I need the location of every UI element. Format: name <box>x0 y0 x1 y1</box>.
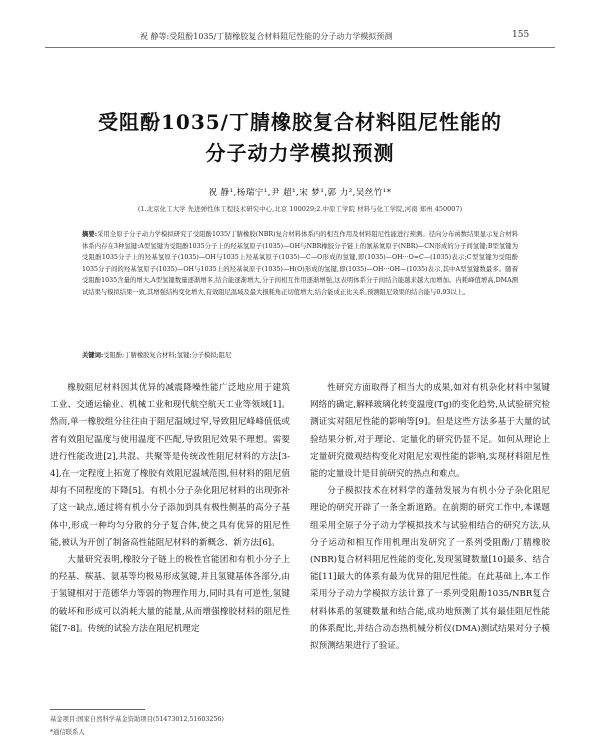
page-number: 155 <box>512 30 530 40</box>
footnote-rule <box>50 709 145 710</box>
running-header <box>0 28 600 48</box>
footnote-fund: 基金项目:国家自然科学基金资助项目(51473012,51603256) <box>50 716 224 723</box>
paragraph: 分子模拟技术在材料学的蓬勃发展为有机小分子杂化阻尼理论的研究开辟了一条全新道路。在前期的研究工作中,本课题组采用全原子分子动力学模拟技术与试验相结合的研究方法,从分子运动和相互作用机理出发研究了一系列受阻酚/丁腈橡胶(NBR)复合材料阻尼性能的变化,发现氢键数量[10]最多、结合能[11]最大的体系有最为优异的阻尼性能。在此基础上,本工作采用分子动力学模拟方法计算了一系列受阻酚1035/NBR复合材料体系的氢键数量和结合能,成功地预测了其有最佳阻尼性能的体系配比,并结合动态热机械分析仪(DMA)测试结果对分子模拟预测结果进行了验证。 <box>310 486 550 652</box>
keywords <box>82 350 518 359</box>
header-rule <box>45 47 555 48</box>
keywords-label: 关键词: <box>82 352 104 359</box>
abstract-text: 采用全原子分子动力学模拟研究了受阻酚1035/丁腈橡胶(NBR)复合材料体系内的相互作用及材料阻尼性能进行预测。径向分布函数结果显示复合材料体系内存在3种氢键:A型氢键为受阻酚1035分子上的羟基氢原子(1035)—OH与NBR橡胶分子链上的氰基氮原子(NBR)—CN形成的分子间氢键;B型氢键为受阻酚1035分子上的羟基氢原子(1035)—OH与1035上羟基氧原子(1035)—C—O形成的氢键,即(1035)—OH···O=C—(1035)表示;C型氢键为受阻酚1035分子间的羟基氢原子(1035)—OH与1035上的羟基氧原子(1035)—H(O)形成的氢键,即(1035)—OH···OH—(1035)表示,其中A型氢键数最多。随着受阻酚1035含量的增大,A型氢键数量逐渐增多,结合能逐渐增大,分子间相互作用逐渐增强,这表明体系分子间结合能越来越大而增加。内耗峰值增高,DMA测试结果与模拟结果一致,其增强结构变化增大,有效阻尼温域及最大损耗角正切值增大,结合能成正比关系,预测阻尼效果的结合能与0.93以上。 <box>82 231 518 296</box>
paper-title-line-2: 分子动力学模拟预测 <box>205 141 395 165</box>
paragraph: 性研究方面取得了相当大的成果,如对有机杂化材料中氢键网络的确定,解释玻璃化转变温度(Tg)的变化趋势,从试验研究检测证实对阻尼性能的影响等[9]。但是这些方法多基于大量的试验结果分析,对于理论、定量化的研究仍显不足。如何从理论上定量研究微观结构变化对阻尼宏观性能的影响,实现材料阻尼性能的定量设计是目前研究的热点和难点。 <box>310 383 550 480</box>
affiliations: (1.北京化工大学 先进弹性体工程技术研究中心,北京 100029;2.中原工学院 材料与化工学院,河南 郑州 450007) <box>137 205 463 213</box>
abstract <box>82 229 518 298</box>
running-title: 祝 静等:受阻酚1035/丁腈橡胶复合材料阻尼性能的分子动力学模拟预测 <box>140 32 393 41</box>
abstract-label: 摘要: <box>82 231 98 238</box>
paragraph: 橡胶阻尼材料因其优异的减震降噪性能广泛地应用于建筑工业、交通运输业、机械工业和现代航空航天工业等领域[1]。然而,单一橡胶组分往往由于阻尼温域过窄,导致阻尼峰峰值低或者有效阻尼温度与使用温度不匹配,导致阻尼效果不理想。需要进行性能改进[2],共混、共聚等是传统改性阻尼材料的方法[3-4],在一定程度上拓宽了橡胶有效阻尼温域范围,但材料的阻尼值却有不同程度的下降[5]。有机小分子杂化阻尼材料的出现弥补了这一缺点,通过将有机小分子添加到具有极性侧基的高分子基体中,形成一种均匀分散的分子复合体,使之具有优异的阻尼性能,被认为开创了制备高性能阻尼材料的新概念、新方法[6]。 <box>50 383 290 548</box>
paper-title-line-1: 受阻酚1035/丁腈橡胶复合材料阻尼性能的 <box>98 110 502 134</box>
body-column-right <box>310 380 550 655</box>
footnote-contact: *通信联系人 <box>50 729 85 736</box>
author-list: 祝 静¹,杨瑞宁¹,尹 超¹,宋 梦¹,郭 力²,吴丝竹¹* <box>208 188 392 198</box>
body-column-left <box>50 380 290 638</box>
keywords-text: 受阻酚;丁腈橡胶复合材料;氢键;分子模拟;阻尼 <box>103 352 232 359</box>
paragraph: 大量研究表明,橡胶分子链上的极性官能团和有机小分子上的羟基、羰基、氨基等均极易形成氢键,并且氢键基体各部分,由于氢键相对于范德华力等弱的物理作用力,同时具有可逆性,氢键的破坏和形成可以消耗大量的能量,从而增强橡胶材料的阻尼性能[7-8]。传统的试验方法在阻尼机理定 <box>50 555 290 634</box>
